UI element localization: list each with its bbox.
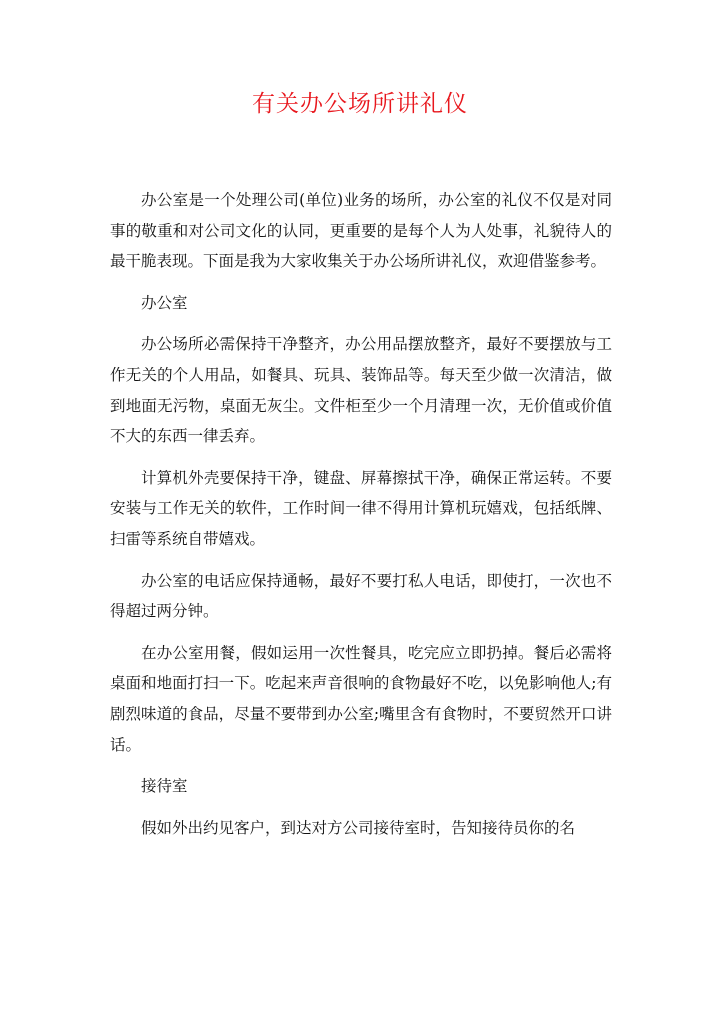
section-heading-reception: 接待室 (141, 777, 188, 796)
section-heading-office: 办公室 (141, 293, 188, 312)
paragraph-dining: 在办公室用餐，假如运用一次性餐具，吃完应立即扔掉。餐后必需将桌面和地面打扫一下。吃起来声音很响的食物最好不吃，以免影响他人;有剧烈味道的食品，尽量不要带到办公室;嘴里含有食物时，不要贸然开口讲话。 (110, 643, 612, 754)
document-title: 有关办公场所讲礼仪 (252, 91, 468, 117)
paragraph-office-cleanliness: 办公场所必需保持干净整齐，办公用品摆放整齐，最好不要摆放与工作无关的个人用品，如餐具、玩具、装饰品等。每天至少做一次清洁，做到地面无污物，桌面无灰尘。文件柜至少一个月清理一次，无价值或价值不大的东西一律丢弃。 (110, 335, 612, 446)
paragraph-computer: 计算机外壳要保持干净，键盘、屏幕擦拭干净，确保正常运转。不要安装与工作无关的软件，工作时间一律不得用计算机玩嬉戏，包括纸牌、扫雷等系统自带嬉戏。 (110, 468, 612, 548)
paragraph-reception: 假如外出约见客户，到达对方公司接待室时，告知接待员你的名 (141, 818, 576, 837)
document-body (110, 185, 612, 854)
paragraph-telephone: 办公室的电话应保持通畅，最好不要打私人电话，即使打，一次也不得超过两分钟。 (110, 571, 612, 621)
paragraph-intro: 办公室是一个处理公司(单位)业务的场所，办公室的礼仪不仅是对同事的敬重和对公司文化的认同，更重要的是每个人为人处事，礼貌待人的最干脆表现。下面是我为大家收集关于办公场所讲礼仪，欢迎借鉴参考。 (110, 191, 612, 271)
